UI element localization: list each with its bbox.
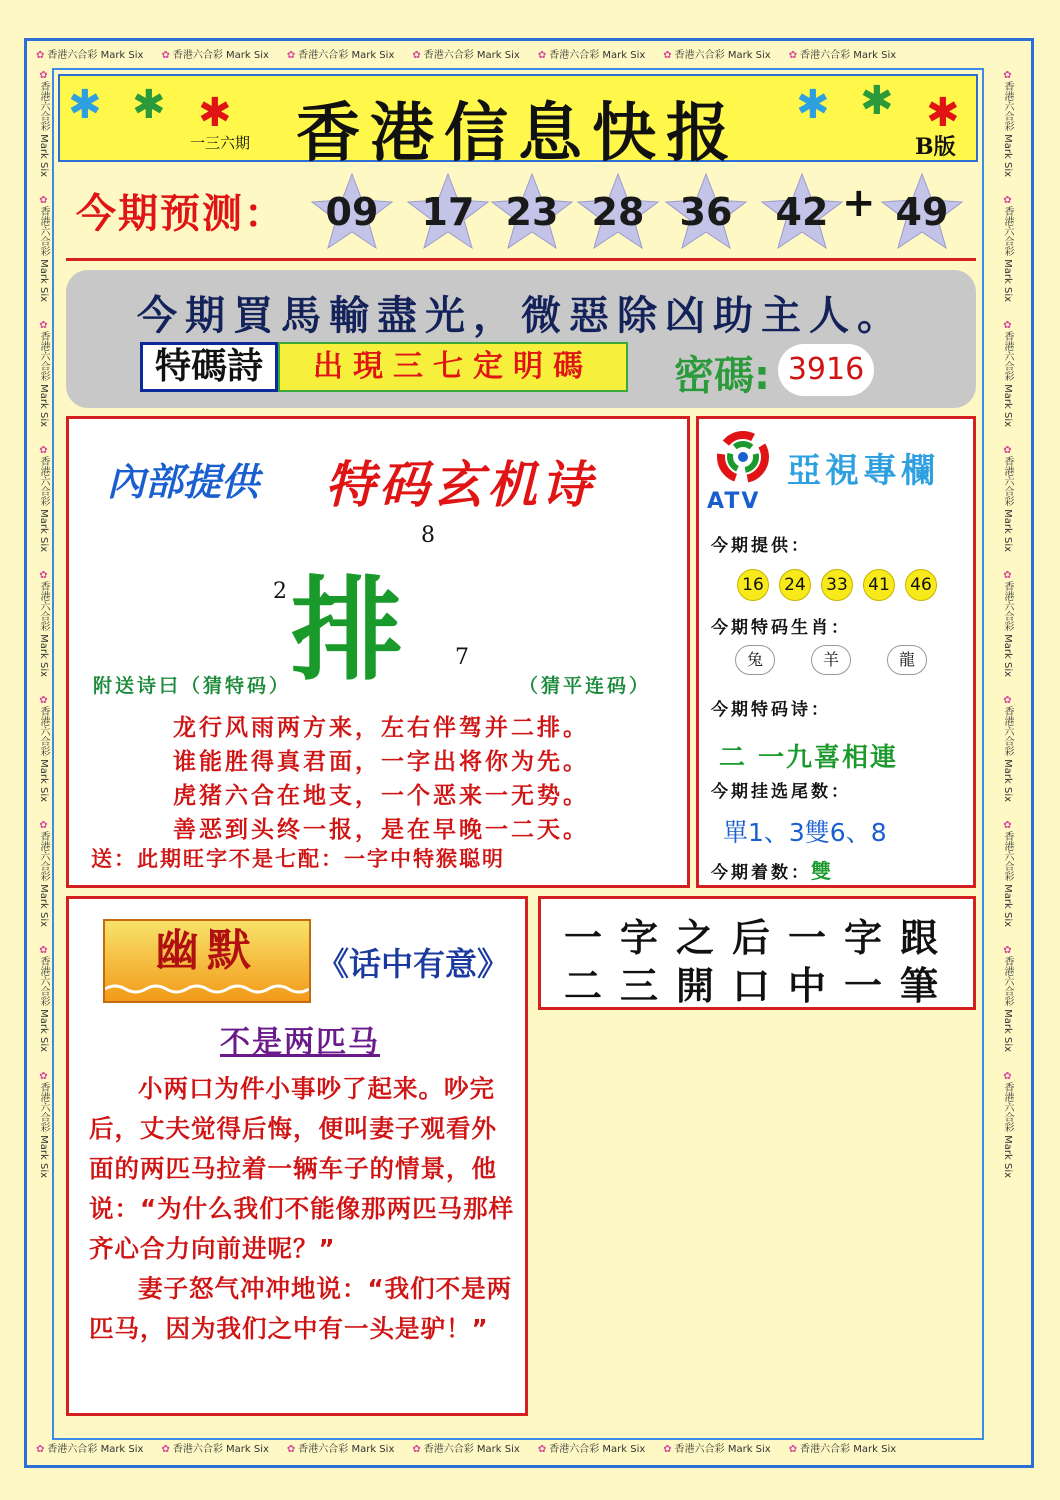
prediction-number: 36 [664,172,748,250]
star-icon: ✱ [796,82,830,128]
slogan-text: 今期買馬輸盡光，微惡除凶助主人。 [137,293,905,339]
prediction-number: 23 [490,172,574,250]
hint-number: 2 [273,579,287,604]
special-number: 49 [880,172,964,250]
story-paragraph: 小两口为件小事吵了起来。吵完后，丈夫觉得后悔，便叫妻子观看外面的两匹马拉着一辆车子的情景，他说：“为什么我们不能像那两匹马那样齐心合力向前进呢？” [89,1074,515,1263]
atv-label: 今期提供： [711,536,811,556]
provider-label: 內部提供 [107,460,260,504]
number-ball: 16 [737,569,769,601]
atv-column [696,416,976,888]
hint-number: 8 [421,523,435,548]
poem-line: 虎猪六合在地支，一个恶来一无势。 [173,783,589,809]
poem-value: 出現三七定明碼 [278,342,628,392]
caption-left: 附送诗曰（猜特码） [93,675,292,697]
poem-box [66,416,690,888]
atv-label: 今期挂选尾数： [711,782,851,802]
left-border-strip: ✿香港六合彩 Mark Six✿香港六合彩 Mark Six✿香港六合彩 Mark Six✿香港六合彩 Mark Six✿香港六合彩 Mark Six✿香港六合彩 Mark Six✿香港六合彩 Mark Six✿香港六合彩 Mark Six✿香港六合彩 Mark Six [38,70,49,1178]
atv-tail-numbers: 單1、3雙6、8 [723,818,887,847]
issue-number: 一三六期 [190,134,251,152]
number-ball: 33 [821,569,853,601]
page-title: 香港信息快报 [296,96,740,171]
slogan-panel [66,270,976,408]
wave-decoration [105,983,309,995]
story-paragraph: 妻子怒气冲冲地说：“我们不是两匹马，因为我们之中有一头是驴！” [89,1274,513,1343]
star-icon: ✱ [132,82,166,128]
prediction-number: 42 [760,172,844,250]
humor-badge: 幽默 [103,919,311,1003]
story-title: 不是两匹马 [220,1025,380,1060]
zodiac-badge: 羊 [811,645,851,675]
caption-right: （猜平连码） [519,675,652,697]
atv-logo-icon [711,429,775,485]
humor-box [66,896,528,1416]
atv-even-value: 雙 [811,859,834,883]
poem-label: 特碼詩 [140,342,278,392]
atv-even-row: 今期着数：雙 [711,859,834,883]
prediction-number: 17 [406,172,490,250]
atv-poem: 二 一九喜相連 [719,743,899,773]
header-banner [58,74,978,171]
poem-title: 特码玄机诗 [325,455,595,514]
riddle-box [538,896,976,1010]
divider [66,258,976,261]
poem-line: 龙行风雨两方来，左右伴驾并二排。 [173,715,589,741]
riddle-line: 二三開口中一筆 [563,963,956,1008]
bottom-border-strip: ✿ 香港六合彩 Mark Six ✿ 香港六合彩 Mark Six ✿ 香港六合彩 Mark Six ✿ 香港六合彩 Mark Six ✿ 香港六合彩 Mark Six ✿ 香港六合彩 Mark Six ✿ 香港六合彩 Mark Six [36,1444,897,1455]
prediction-number: 28 [576,172,660,250]
prediction-label: 今期预测： [76,191,286,237]
big-character: 排 [291,565,403,696]
prediction-number: 09 [310,172,394,250]
star-icon: ✱ [860,78,894,124]
number-ball: 46 [905,569,937,601]
riddle-line: 一字之后一字跟 [563,915,956,960]
zodiac-badge: 龍 [887,645,927,675]
number-ball: 24 [779,569,811,601]
right-border-strip: ✿香港六合彩 Mark Six✿香港六合彩 Mark Six✿香港六合彩 Mark Six✿香港六合彩 Mark Six✿香港六合彩 Mark Six✿香港六合彩 Mark Six✿香港六合彩 Mark Six✿香港六合彩 Mark Six✿香港六合彩 Mark Six [1002,70,1013,1178]
plus-sign: + [842,180,876,226]
atv-logo-text: ATV [707,489,761,514]
gift-line: 送：此期旺字不是七配：一字中特猴聪明 [91,847,505,871]
zodiac-badge: 兔 [735,645,775,675]
hint-number: 7 [455,645,469,670]
code-value: 3916 [778,344,874,396]
star-icon: ✱ [926,90,960,136]
poem-line: 善恶到头终一报，是在早晚一二天。 [173,817,589,843]
story-body [89,1069,517,1349]
star-icon: ✱ [198,90,232,136]
atv-label: 今期特码诗： [711,700,831,720]
number-ball: 41 [863,569,895,601]
atv-label: 今期特码生肖： [711,618,851,638]
humor-subtitle: 《话中有意》 [317,945,510,983]
top-border-strip: ✿ 香港六合彩 Mark Six ✿ 香港六合彩 Mark Six ✿ 香港六合彩 Mark Six ✿ 香港六合彩 Mark Six ✿ 香港六合彩 Mark Six ✿ 香港六合彩 Mark Six ✿ 香港六合彩 Mark Six [36,50,897,61]
edition-label: B版 [915,134,956,160]
poem-line: 谁能胜得真君面，一字出将你为先。 [173,749,589,775]
atv-title: 亞視專欄 [787,451,939,491]
code-label: 密碼: [674,353,770,399]
star-icon: ✱ [68,82,102,128]
